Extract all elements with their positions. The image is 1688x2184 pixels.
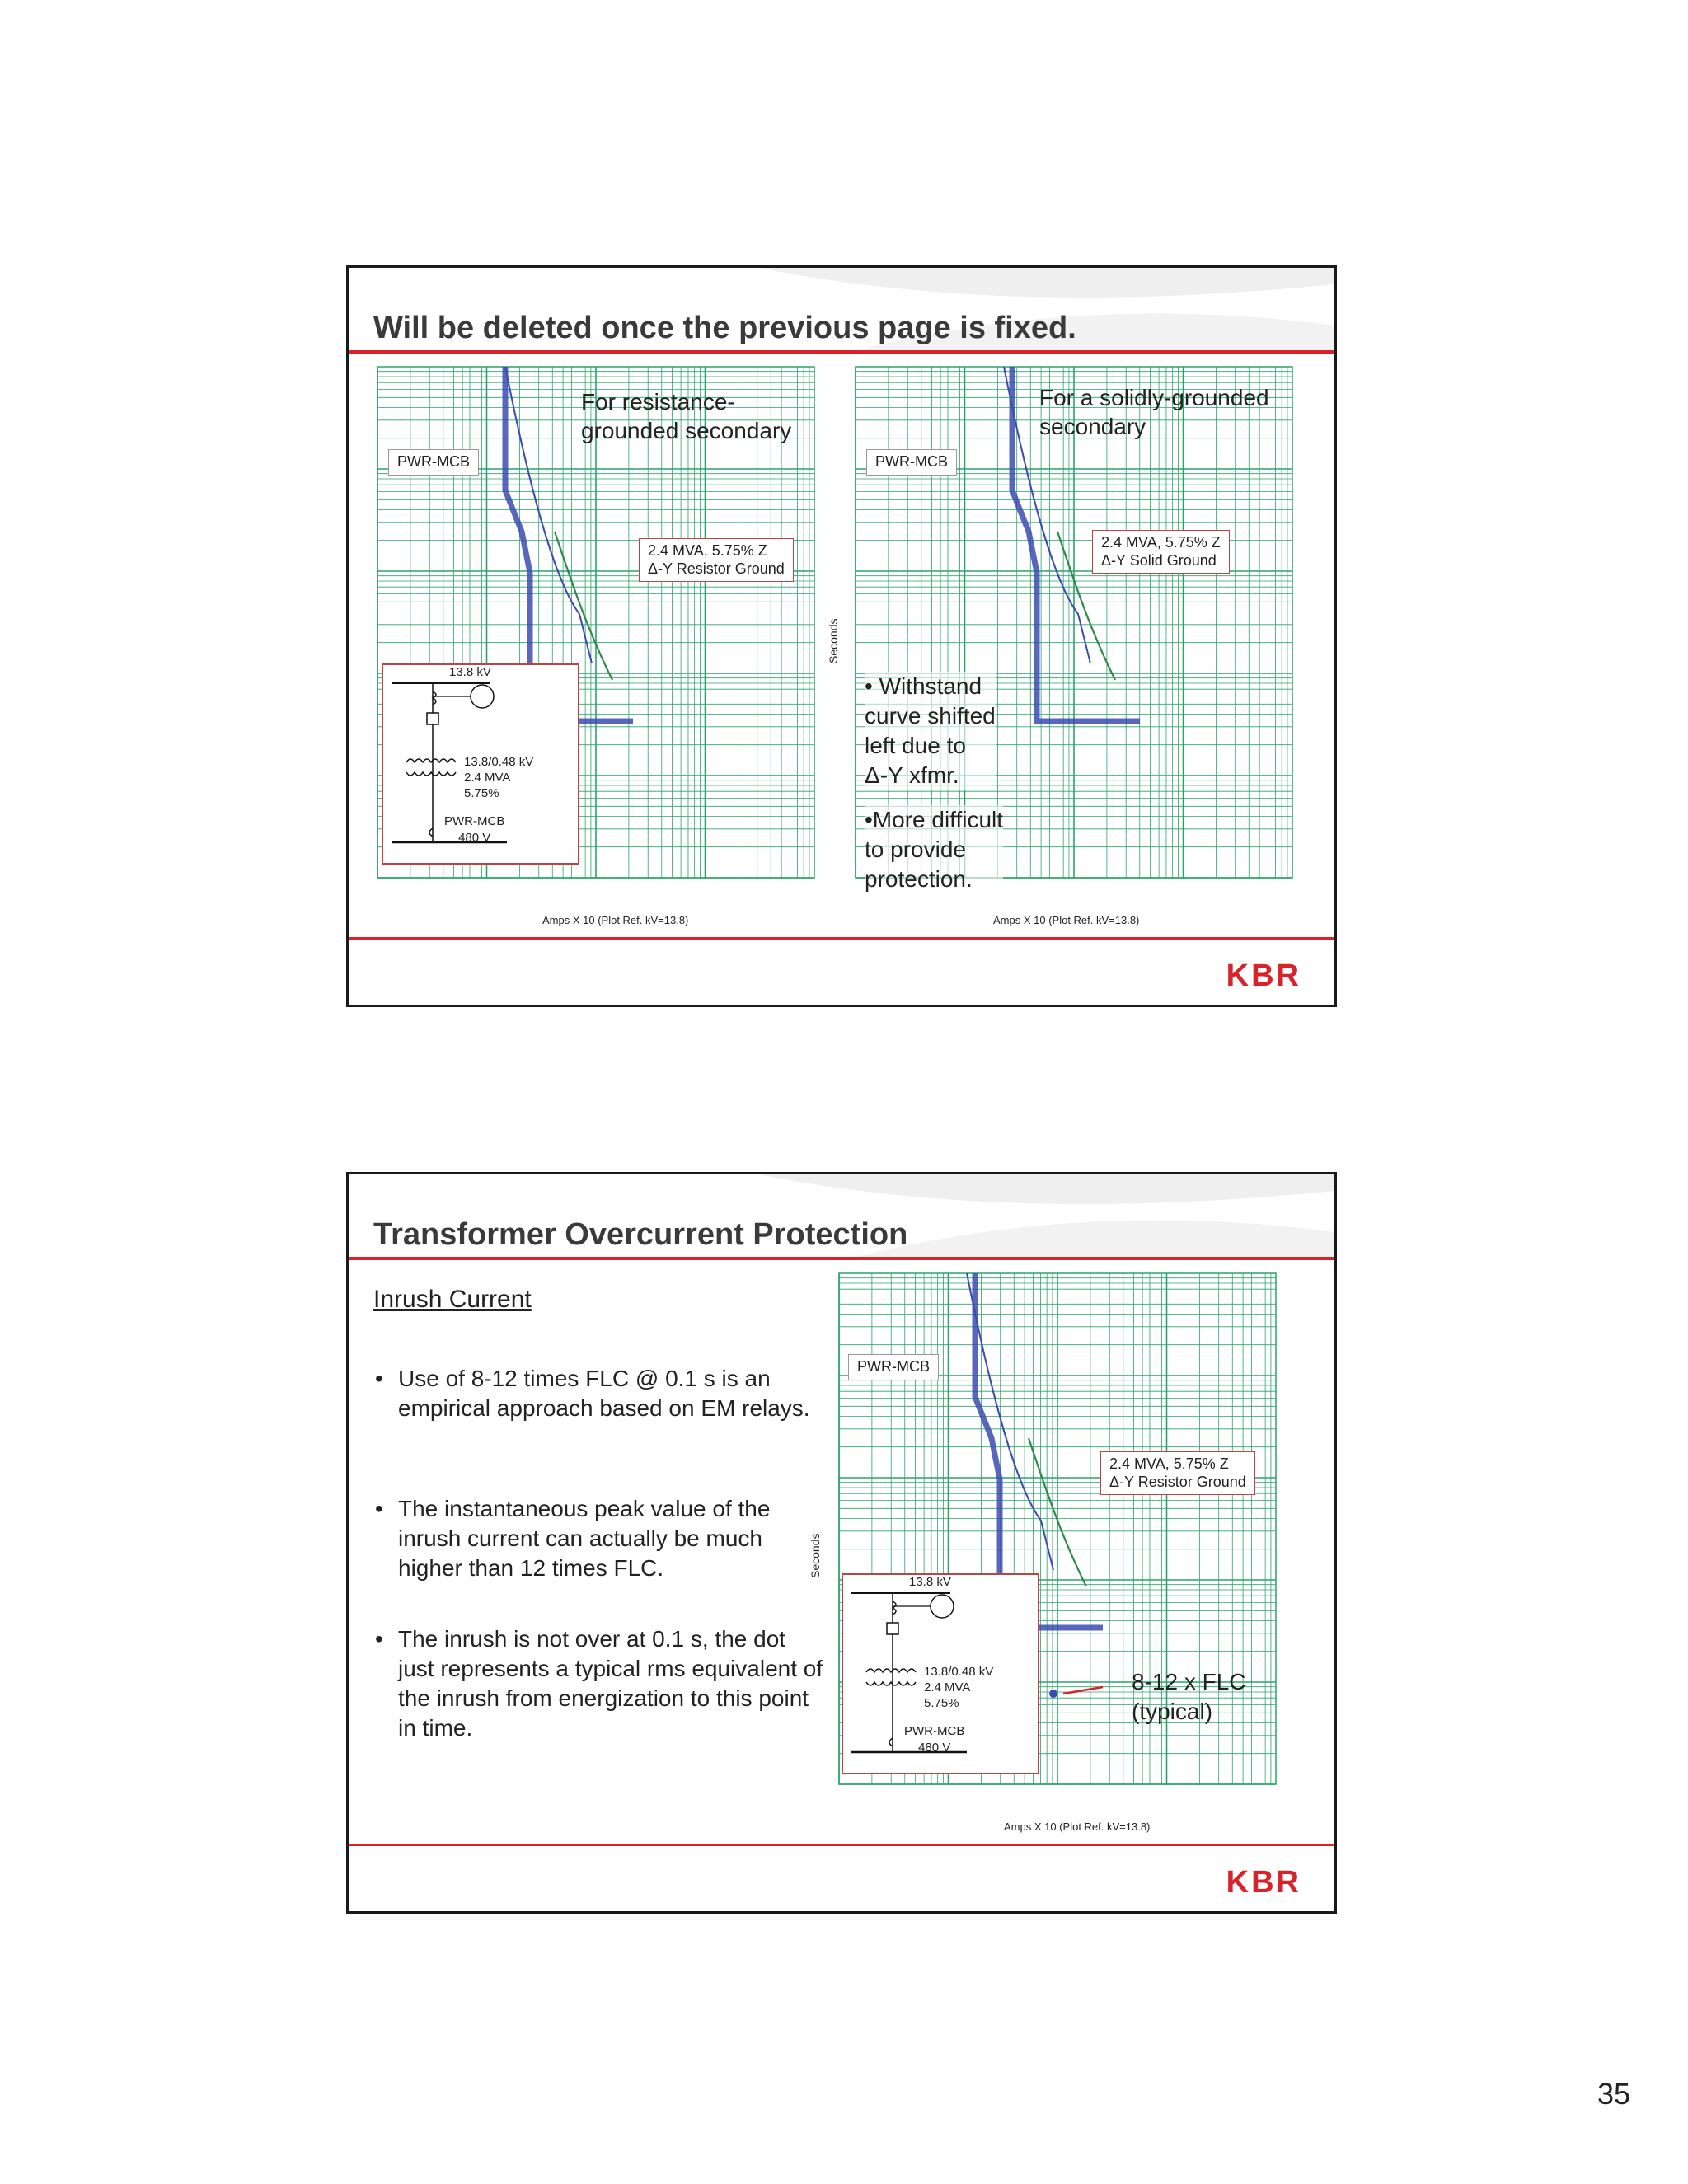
bullet-dot: • xyxy=(375,1626,383,1652)
oneline-xfmr-3: 5.75% xyxy=(464,786,499,800)
bullet-text: The instantaneous peak value of the inrush current can actually be much higher than 12 times FLC. xyxy=(398,1496,771,1581)
oneline-breaker: PWR-MCB xyxy=(444,814,505,828)
slide-2 xyxy=(346,1172,1337,1914)
title-rule xyxy=(349,1257,1334,1260)
kbr-logo: KBR xyxy=(1226,958,1301,993)
xfmr-label-left xyxy=(639,538,794,582)
slide-1 xyxy=(346,265,1337,1007)
oneline-xfmr-2: 2.4 MVA xyxy=(924,1680,971,1694)
bullet-withstand-shifted: • Withstand curve shifted left due to Δ-Y xfmr. xyxy=(865,672,996,790)
annotation-solidly-grounded xyxy=(1039,383,1269,441)
oneline-breaker-text xyxy=(904,1723,964,1756)
footer-rule xyxy=(349,1844,1334,1846)
annotation-resistance-grounded xyxy=(581,387,791,445)
x-axis-label-left: Amps X 10 (Plot Ref. kV=13.8) xyxy=(542,914,689,926)
oneline-breaker-text xyxy=(444,813,504,846)
oneline-xfmr-3: 5.75% xyxy=(924,1696,959,1710)
breaker-label-right: PWR-MCB xyxy=(866,449,957,476)
annotation-text: For resistance- grounded secondary xyxy=(581,389,792,443)
xfmr-label-line-1: 2.4 MVA, 5.75% Z xyxy=(648,542,767,559)
bullet-dot: • xyxy=(375,1496,383,1521)
xfmr-label-line-2: Δ-Y Resistor Ground xyxy=(1109,1473,1246,1490)
bullet-text: The inrush is not over at 0.1 s, the dot just represents a typical rms equivalent of the inrush from energization to this point in time. xyxy=(398,1626,823,1741)
footer-rule xyxy=(349,937,1334,940)
oneline-xfmr-text xyxy=(464,754,533,801)
x-axis-label-right: Amps X 10 (Plot Ref. kV=13.8) xyxy=(993,914,1140,926)
oneline-lv: 480 V xyxy=(918,1741,951,1755)
oneline-breaker: PWR-MCB xyxy=(904,1724,965,1738)
xfmr-label-line-1: 2.4 MVA, 5.75% Z xyxy=(1101,534,1221,551)
oneline-xfmr-text xyxy=(924,1664,993,1711)
oneline-kv: 13.8 kV xyxy=(449,665,491,679)
bullet-more-difficult: •More difficult to provide protection. xyxy=(865,805,1003,894)
breaker-label: PWR-MCB xyxy=(848,1354,939,1380)
xfmr-label-line-2: Δ-Y Resistor Ground xyxy=(648,560,785,577)
bullet-item-2 xyxy=(375,1494,827,1583)
title-rule xyxy=(349,350,1334,354)
oneline-kv: 13.8 kV xyxy=(909,1575,951,1589)
oneline-diagram xyxy=(842,1573,1039,1774)
oneline-diagram-left xyxy=(382,663,579,865)
slide-title: Will be deleted once the previous page is fixed. xyxy=(373,311,1076,345)
bullet-item-3 xyxy=(375,1624,827,1743)
inrush-point-dot xyxy=(1049,1690,1057,1698)
slide-title: Transformer Overcurrent Protection xyxy=(373,1217,908,1252)
oneline-xfmr-1: 13.8/0.48 kV xyxy=(464,755,534,769)
annotation-text: For a solidly-grounded secondary xyxy=(1039,385,1269,439)
oneline-lv: 480 V xyxy=(458,831,491,845)
y-axis-label: Seconds xyxy=(809,1533,822,1578)
xfmr-label-line-1: 2.4 MVA, 5.75% Z xyxy=(1109,1455,1229,1472)
xfmr-label-right xyxy=(1092,530,1230,574)
bullet-dot: • xyxy=(375,1366,383,1391)
xfmr-label-line-2: Δ-Y Solid Ground xyxy=(1101,551,1217,569)
oneline-xfmr-1: 13.8/0.48 kV xyxy=(924,1665,994,1679)
breaker-label-left: PWR-MCB xyxy=(388,449,479,476)
oneline-xfmr-2: 2.4 MVA xyxy=(464,771,511,785)
x-axis-label: Amps X 10 (Plot Ref. kV=13.8) xyxy=(1004,1821,1151,1833)
section-heading-inrush: Inrush Current xyxy=(373,1286,532,1313)
bullet-item-1 xyxy=(375,1364,827,1423)
xfmr-label xyxy=(1100,1451,1255,1495)
kbr-logo: KBR xyxy=(1226,1865,1301,1900)
bullet-text: Use of 8-12 times FLC @ 0.1 s is an empirical approach based on EM relays. xyxy=(398,1366,810,1421)
y-axis-label-right: Seconds xyxy=(827,618,840,663)
page-number: 35 xyxy=(1597,2077,1630,2111)
inrush-point-label: 8-12 x FLC (typical) xyxy=(1132,1669,1246,1724)
